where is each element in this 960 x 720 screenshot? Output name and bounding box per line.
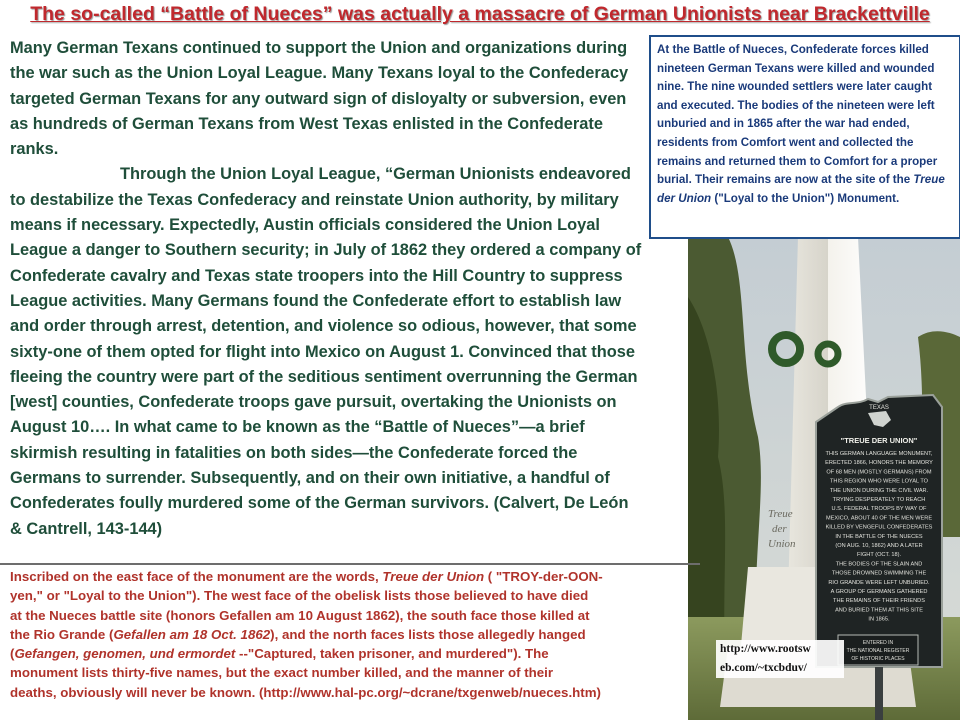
- inscription-text: ), and the north faces lists those allegedly hanged: [270, 626, 586, 642]
- marker-state-label: TEXAS: [869, 405, 889, 411]
- inscription-text: at the Nueces battle site (honors Gefallen am 10 August 1862), the south face those killed at: [10, 607, 590, 623]
- marker-body-line: RIO GRANDE WERE LEFT UNBURIED.: [828, 579, 930, 586]
- inscription-line: [10, 663, 700, 682]
- marker-body-line: THE BODIES OF THE SLAIN AND: [835, 561, 923, 568]
- marker-body-line: A GROUP OF GERMANS GATHERED: [830, 589, 928, 595]
- marker-body-line: FIGHT (OCT. 18).: [856, 552, 902, 559]
- marker-post: [875, 667, 883, 720]
- photo-credit-line-1: http://www.rootsw: [720, 643, 811, 655]
- photo-credit-line-2: eb.com/~txcbduv/: [720, 662, 807, 674]
- section-divider: [0, 563, 700, 565]
- inscription-line: [10, 644, 700, 663]
- info-text-before: At the Battle of Nueces, Confederate forces killed nineteen German Texans were killed and wounded nine. The nine wounded settlers were later caught and executed. The bodies of the nineteen were left unburied and in 1865 after the war had ended, residents from Comfort went and collected the remains and returned them to Comfort for a proper burial. Their remains are now at the site of the: [657, 43, 938, 187]
- inscription-text: Inscribed on the east face of the monument are the words,: [10, 569, 383, 584]
- inscription-line: [10, 567, 700, 586]
- inscription-italic-text: Gefangen, genomen, und ermordet: [14, 646, 236, 662]
- slide-title: The so-called “Battle of Nueces” was actually a massacre of German Unionists near Brackettville: [30, 3, 930, 25]
- inscription-text: the Rio Grande (: [10, 626, 114, 642]
- marker-heading: "TREUE DER UNION": [840, 436, 918, 445]
- marker-body-line: IN 1865.: [868, 616, 890, 623]
- register-plate-line: THE NATIONAL REGISTER: [846, 648, 910, 654]
- inscription-text: deaths, obviously will never be known. (http://www.hal-pc.org/~dcrane/txgenweb/nueces.htm): [10, 684, 601, 700]
- marker-body-line: TRYING DESPERATELY TO REACH: [832, 497, 926, 503]
- marker-body-line: KILLED BY VENGEFUL CONFEDERATES: [825, 524, 933, 531]
- info-text-after: ("Loyal to the Union") Monument.: [711, 191, 900, 205]
- marker-body-line: THIS GERMAN LANGUAGE MONUMENT,: [825, 451, 933, 457]
- inscription-italic-text: Treue der Union: [382, 569, 485, 584]
- inscription-text: yen," or "Loyal to the Union"). The west face of the obelisk lists those believed to have died: [10, 588, 589, 604]
- main-paragraph-1: Many German Texans continued to support the Union and organizations during the war such as the Union Loyal League. Many Texans loyal to the Confederacy targeted German Texans for any outward sign of disloyalty or subversion, even as hundreds of German Texans from West Texas enlisted in the Confederate ranks.: [10, 39, 629, 159]
- main-paragraph-2: Through the Union Loyal League, “German Unionists endeavored to destabilize the Texas Confederacy and reinstate Union authority, by military means if necessary. Expectedly, Austin officials considered the Union Loyal League a danger to Southern security; in July of 1862 they ordered a company of Confederate cavalry and Texas state troopers into the Hill Country to suppress League activities. Many Germans found the Confederate effort to establish law and order through arrest, detention, and violence so odious, however, that some sixty-one of them opted for flight into Mexico on August 1. Convinced that those fleeing the country were part of the seditious sentiment overrunning the German [west] counties, Confederate troops gave pursuit, overtaking the Unionists on August 10…. In what came to be known as the “Battle of Nueces”—a brief skirmish resulting in fatalities on both sides—the Confederate forced the Germans to surrender. Subsequently, and on their own initiative, a handful of Confederates foully murdered some of the German survivors. (Calvert, De León & Cantrell, 143-144): [10, 165, 642, 538]
- obelisk-inscription-3: Union: [768, 538, 796, 550]
- register-plate-line: ENTERED IN: [862, 640, 894, 646]
- inscription-italic-text: Gefallen am 18 Oct. 1862: [113, 626, 271, 642]
- marker-body-line: THE REMAINS OF THEIR FRIENDS: [833, 598, 925, 605]
- inscription-line: [10, 625, 700, 644]
- inscription-description: [10, 567, 700, 702]
- inscription-line: [10, 683, 700, 702]
- inscription-text: (: [10, 646, 15, 662]
- photo-credit-url[interactable]: [716, 640, 844, 678]
- marker-body-line: OF 68 MEN (MOSTLY GERMANS) FROM: [826, 469, 932, 476]
- marker-body-line: THE UNION DURING THE CIVIL WAR.: [829, 487, 929, 494]
- battle-info-box: [649, 35, 960, 239]
- register-plate-line: OF HISTORIC PLACES: [851, 656, 905, 662]
- inscription-text: --"Captured, taken prisoner, and murdered"). The: [235, 646, 549, 662]
- marker-body-line: AND BURIED THEM AT THIS SITE: [835, 607, 923, 614]
- info-text-italic: Treue der Union: [657, 173, 945, 205]
- marker-body-line: (ON AUG. 10, 1862) AND A LATER: [835, 543, 923, 549]
- main-narrative: [10, 36, 642, 542]
- marker-body-line: MEXICO, ABOUT 40 OF THE MEN WERE: [825, 515, 933, 522]
- obelisk-inscription-1: Treue: [768, 508, 793, 520]
- inscription-line: [10, 586, 700, 605]
- marker-body-line: IN THE BATTLE OF THE NUECES: [835, 533, 923, 540]
- marker-body-line: THOSE DROWNED SWIMMING THE: [831, 570, 927, 577]
- marker-body-line: ERECTED 1866, HONORS THE MEMORY: [825, 460, 933, 467]
- obelisk-inscription-2: der: [772, 523, 787, 535]
- inscription-line: [10, 606, 700, 625]
- marker-body-line: THIS REGION WHO WERE LOYAL TO: [829, 478, 929, 485]
- inscription-text: ( "TROY-der-OON-: [484, 569, 603, 584]
- inscription-text: monument lists thirty-five names, but the exact number killed, and the manner of their: [10, 665, 554, 681]
- marker-body-line: U.S. FEDERAL TROOPS BY WAY OF: [831, 506, 927, 513]
